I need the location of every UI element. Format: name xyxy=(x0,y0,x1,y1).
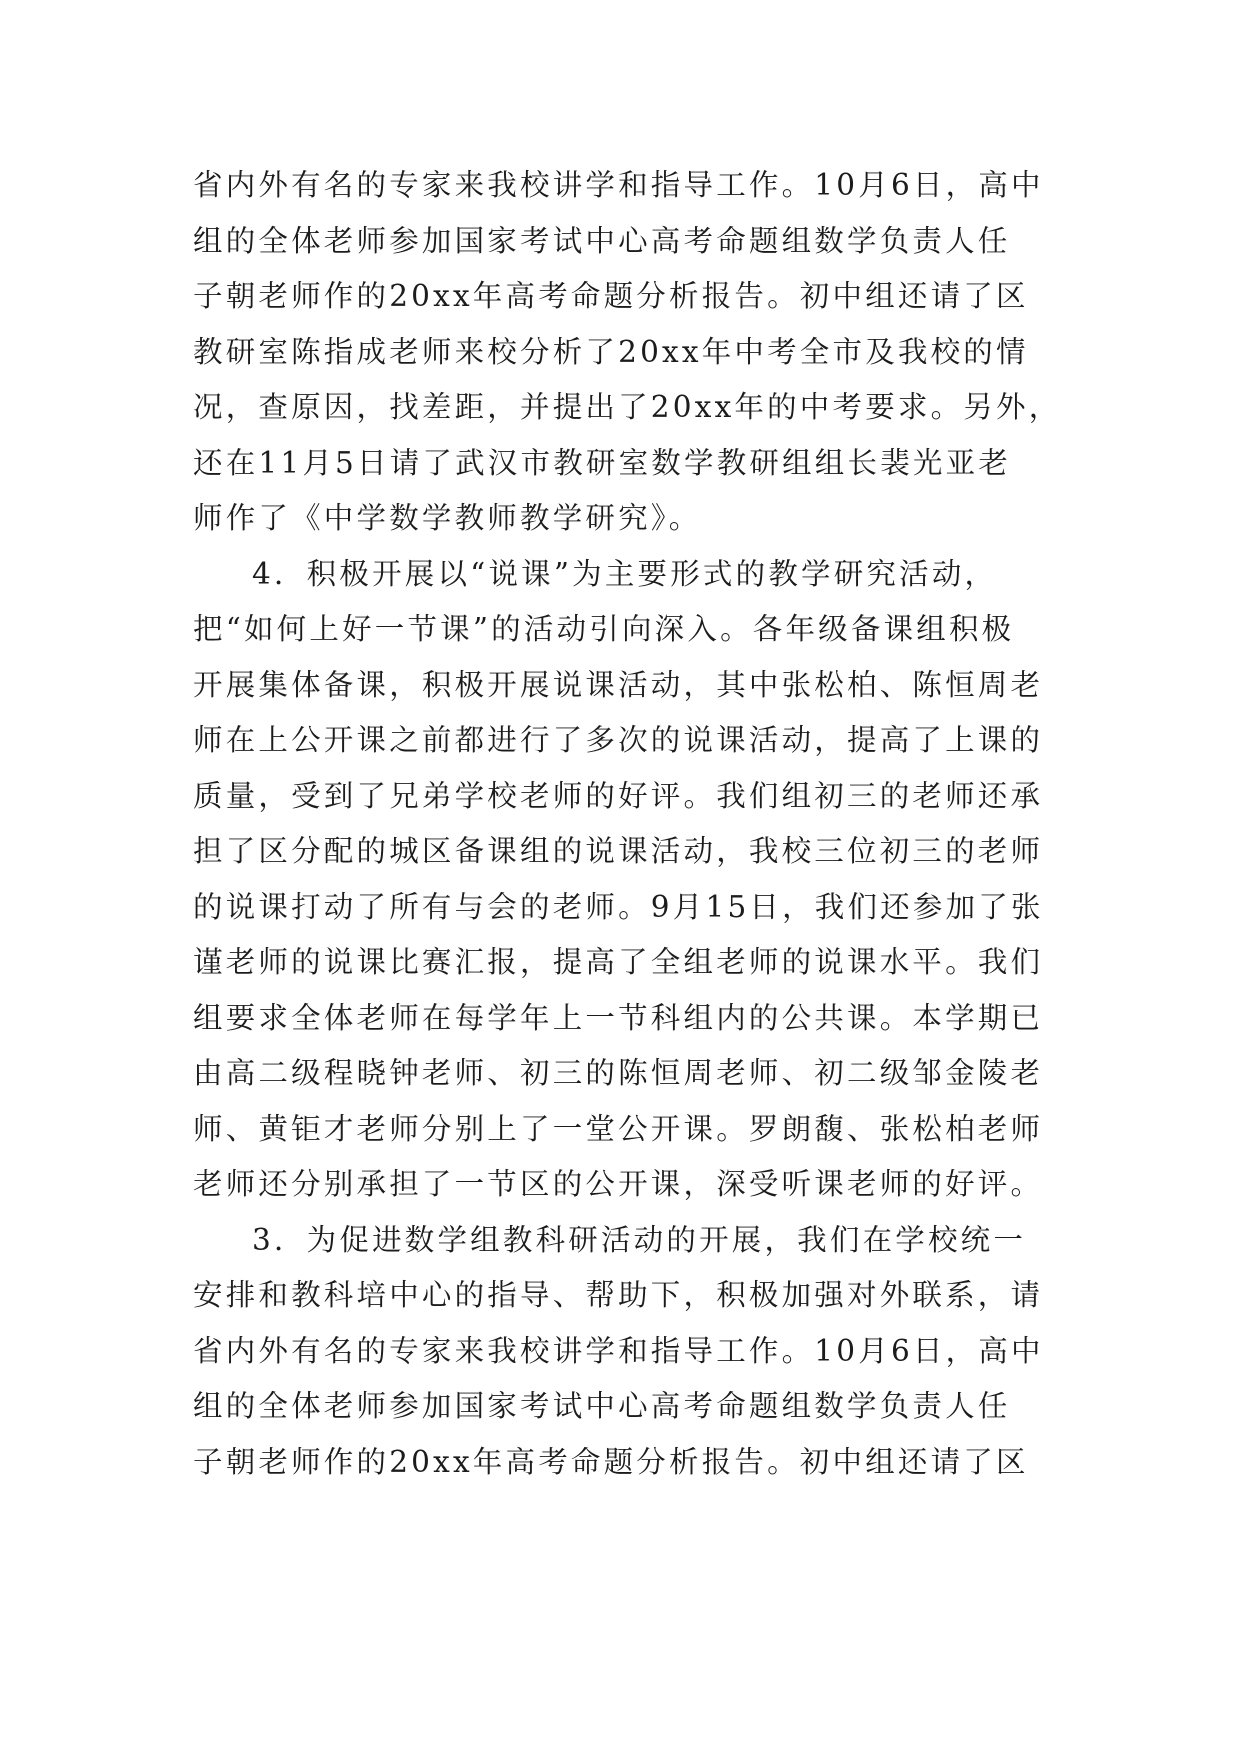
text-line: 由高二级程晓钟老师、初三的陈恒周老师、初二级邹金陵老 xyxy=(193,1056,1044,1090)
text-line: 老师还分别承担了一节区的公开课，深受听课老师的好评。 xyxy=(193,1167,1044,1201)
paragraph-start-line: 4．积极开展以“说课”为主要形式的教学研究活动， xyxy=(252,556,998,591)
text-line: 把“如何上好一节课”的活动引向深入。各年级备课组积极 xyxy=(193,612,1015,646)
text-line: 省内外有名的专家来我校讲学和指导工作。10月6日，高中 xyxy=(193,168,1044,202)
text-line: 师作了《中学数学教师教学研究》。 xyxy=(193,501,702,535)
text-line: 担了区分配的城区备课组的说课活动，我校三位初三的老师 xyxy=(193,834,1044,868)
text-line: 还在11月5日请了武汉市教研室数学教研组组长裴光亚老 xyxy=(193,445,1012,480)
body-text xyxy=(193,158,1073,1490)
text-line: 况，查原因，找差距，并提出了20xx年的中考要求。另外， xyxy=(193,390,1062,424)
text-line: 组的全体老师参加国家考试中心高考命题组数学负责人任 xyxy=(193,223,1011,258)
text-line: 谨老师的说课比赛汇报，提高了全组老师的说课水平。我们 xyxy=(193,945,1044,979)
text-line: 子朝老师作的20xx年高考命题分析报告。初中组还请了区 xyxy=(193,1444,1029,1479)
text-line: 省内外有名的专家来我校讲学和指导工作。10月6日，高中 xyxy=(193,1333,1044,1368)
paragraph-start-line: 3．为促进数学组教科研活动的开展，我们在学校统一 xyxy=(252,1222,1027,1257)
text-line: 开展集体备课，积极开展说课活动，其中张松柏、陈恒周老 xyxy=(193,667,1044,702)
text-line: 组的全体老师参加国家考试中心高考命题组数学负责人任 xyxy=(193,1389,1011,1423)
text-line: 师、黄钜才老师分别上了一堂公开课。罗朗馥、张松柏老师 xyxy=(193,1111,1044,1146)
text-line: 组要求全体老师在每学年上一节科组内的公共课。本学期已 xyxy=(193,1000,1044,1035)
text-line: 安排和教科培中心的指导、帮助下，积极加强对外联系，请 xyxy=(193,1278,1044,1312)
text-line: 的说课打动了所有与会的老师。9月15日，我们还参加了张 xyxy=(193,889,1044,924)
text-line: 子朝老师作的20xx年高考命题分析报告。初中组还请了区 xyxy=(193,279,1029,313)
text-line: 质量，受到了兄弟学校老师的好评。我们组初三的老师还承 xyxy=(193,778,1044,813)
text-line: 师在上公开课之前都进行了多次的说课活动，提高了上课的 xyxy=(193,723,1044,757)
text-line: 教研室陈指成老师来校分析了20xx年中考全市及我校的情 xyxy=(193,334,1029,369)
